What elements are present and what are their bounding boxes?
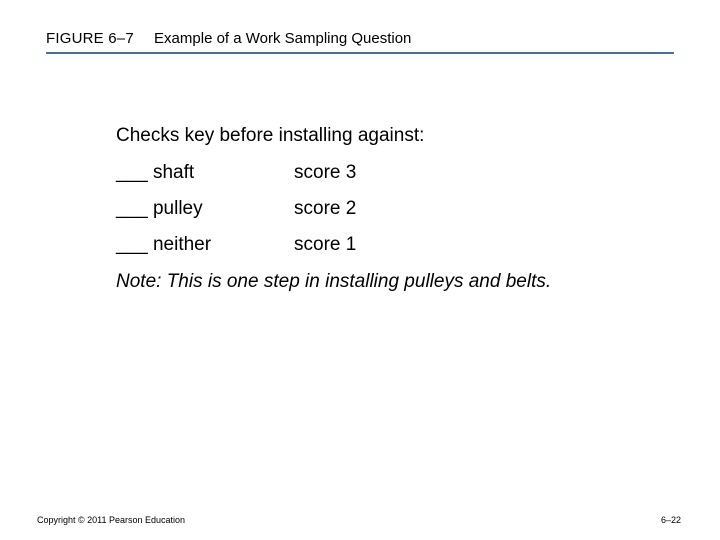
option-score: score 3 (294, 162, 357, 183)
option-row (116, 161, 536, 197)
option-row (116, 197, 536, 233)
option-score: score 2 (294, 198, 357, 219)
note-text: Note: This is one step in installing pulleys and belts. (116, 271, 552, 292)
option-row (116, 233, 536, 269)
question-text: Checks key before installing against: (116, 125, 425, 146)
header-divider (46, 52, 674, 54)
option-label: ___ pulley (116, 198, 203, 219)
figure-number: FIGURE 6–7 (46, 30, 134, 47)
answer-options (116, 161, 536, 269)
option-label: ___ neither (116, 234, 212, 255)
option-score: score 1 (294, 234, 357, 255)
figure-header (46, 29, 674, 51)
figure-title: Example of a Work Sampling Question (154, 30, 412, 47)
option-label: ___ shaft (116, 162, 195, 183)
page-number: 6–22 (660, 515, 681, 525)
copyright-text: Copyright © 2011 Pearson Education (37, 515, 186, 525)
